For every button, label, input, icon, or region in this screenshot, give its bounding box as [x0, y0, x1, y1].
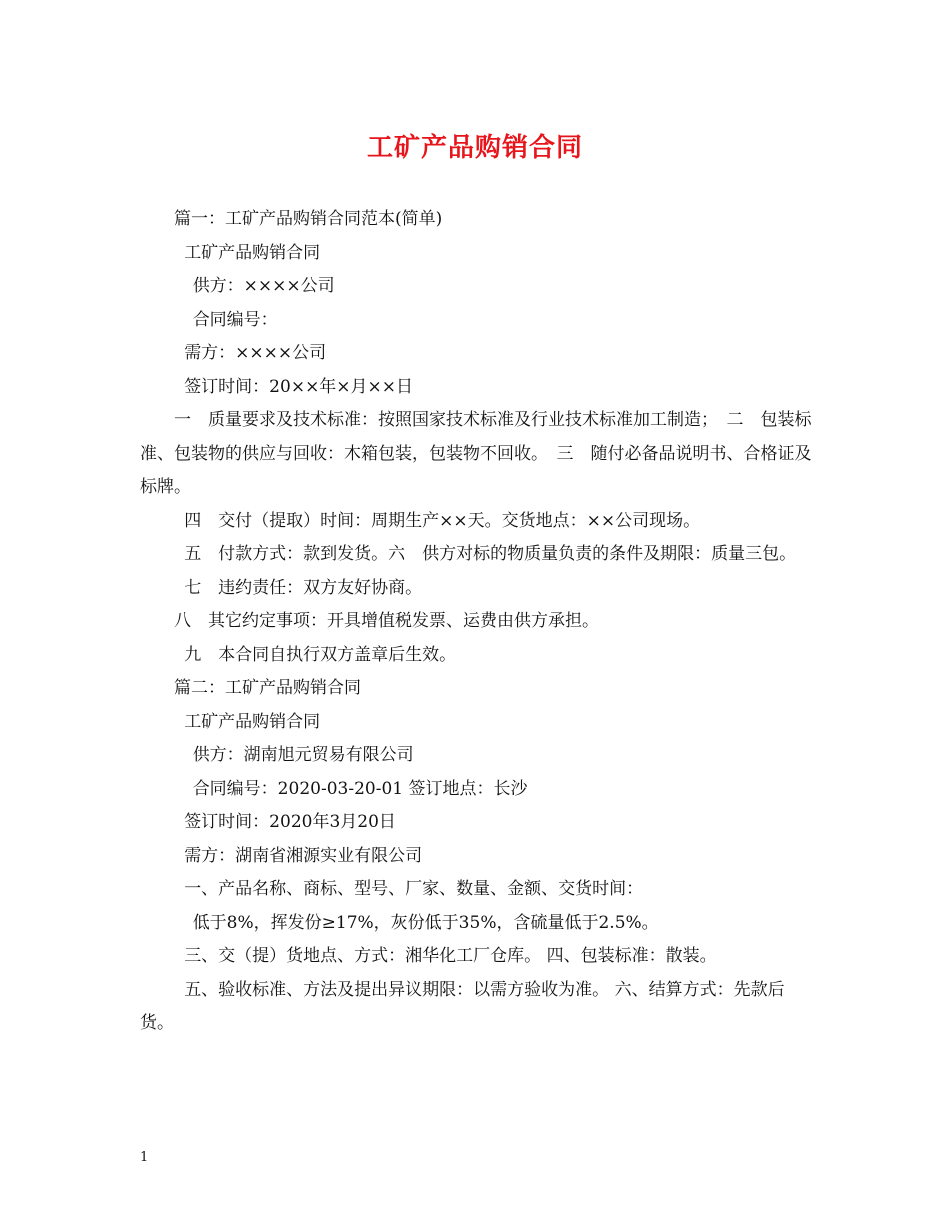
paragraph: 篇一：工矿产品购销合同范本(简单): [174, 209, 443, 229]
paragraph: 篇二：工矿产品购销合同: [174, 678, 361, 698]
paragraph: 合同编号：: [192, 309, 278, 330]
paragraph: 工矿产品购销合同: [184, 242, 321, 263]
paragraph: 一、产品名称、商标、型号、厂家、数量、金额、交货时间：: [184, 879, 644, 899]
paragraph: 一 质量要求及技术标准：按照国家技术标准及行业技术标准加工制造； 二 包装标准、包装物的供应与回收：木箱包装，包装物不回收。 三 随付必备品说明书、合格证及标牌。: [140, 410, 812, 497]
paragraph: 工矿产品购销合同: [184, 711, 321, 732]
paragraph: 供方：湖南旭元贸易有限公司: [192, 745, 414, 765]
paragraph: 合同编号：2020-03-20-01 签订地点：长沙: [192, 778, 528, 799]
paragraph: 七 违约责任：双方友好协商。: [184, 577, 423, 598]
paragraph: 需方：湖南省湘源实业有限公司: [184, 845, 423, 866]
document-body: [140, 203, 812, 1041]
document-title: 工矿产品购销合同: [366, 133, 583, 163]
paragraph: 签订时间：2020年3月20日: [184, 812, 396, 832]
paragraph: 四 交付（提取）时间：周期生产××天。交货地点：××公司现场。: [184, 510, 701, 531]
paragraph: 八 其它约定事项：开具增值税发票、运费由供方承担。: [174, 611, 599, 631]
paragraph: 供方：××××公司: [192, 276, 335, 296]
paragraph: 三、交（提）货地点、方式：湘华化工厂仓库。 四、包装标准：散装。: [184, 946, 717, 966]
paragraph: 需方：××××公司: [184, 343, 327, 363]
paragraph: 五、验收标准、方法及提出异议期限：以需方验收为准。 六、结算方式：先款后货。: [140, 979, 785, 1033]
page-number: 1: [140, 1150, 149, 1165]
paragraph: 九 本合同自执行双方盖章后生效。: [184, 644, 457, 665]
paragraph: 签订时间：20××年×月××日: [184, 376, 414, 397]
paragraph: 低于8%，挥发份≥17%，灰份低于35%，含硫量低于2.5%。: [192, 912, 659, 933]
paragraph: 五 付款方式：款到发货。六 供方对标的物质量负责的条件及期限：质量三包。: [184, 544, 797, 564]
